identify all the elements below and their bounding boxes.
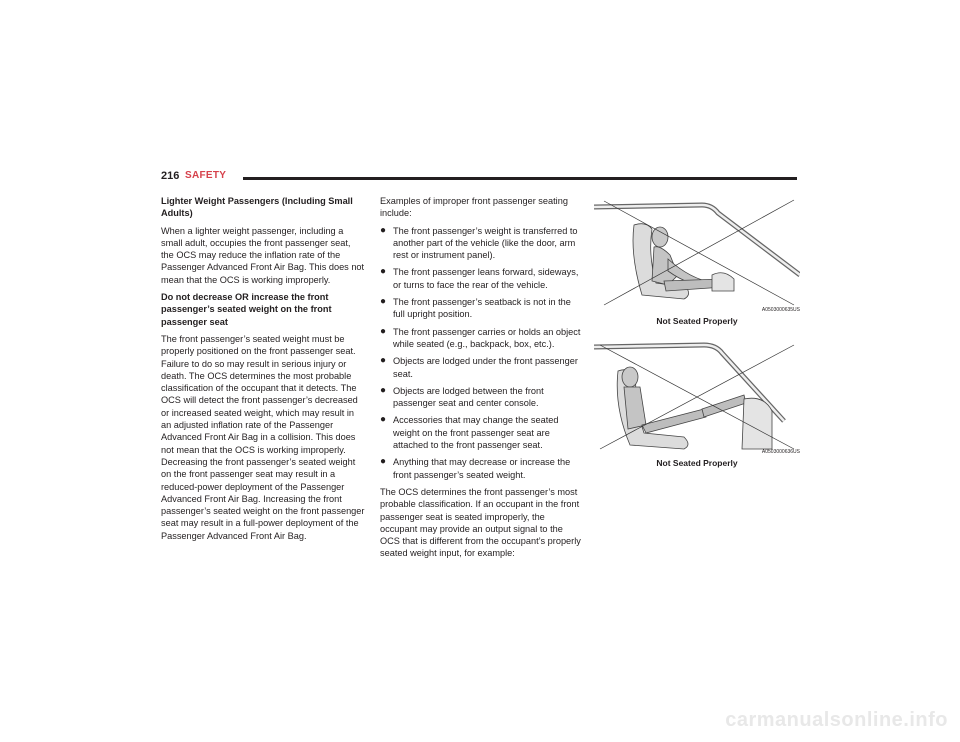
sub-heading: Do not decrease OR increase the front passenger’s seated weight on the front passenger seat <box>161 292 332 327</box>
list-item: ● Accessories that may change the seated weight on the front passenger seat are attached to the front passenger seat. <box>380 414 559 451</box>
bullets-intro: Examples of improper front passenger seating include: <box>380 196 568 219</box>
header-rule <box>243 177 797 180</box>
list-item: ● Anything that may decrease or increase the front passenger’s seated weight. <box>380 456 571 480</box>
bullet-icon: ● <box>380 325 387 337</box>
bullet-icon: ● <box>380 355 387 367</box>
figure-caption: Not Seated Properly <box>656 458 738 468</box>
figure-feet-on-dash <box>594 337 800 455</box>
watermark: carmanualsonline.info <box>725 709 948 731</box>
improper-seating-list <box>380 225 582 481</box>
list-item: ● The front passenger leans forward, sideways, or turns to face the rear of the vehicle. <box>380 266 579 290</box>
figure-code: A0503000635US <box>761 307 800 313</box>
list-item: ● The front passenger’s seatback is not in the full upright position. <box>380 296 571 320</box>
feet-on-dash-illustration <box>594 337 800 455</box>
text-column-middle <box>380 195 582 565</box>
section-heading: Lighter Weight Passengers (Including Small Adults) <box>161 196 353 219</box>
section-title: SAFETY <box>185 170 227 181</box>
paragraph-lighter-weight: When a lighter weight passenger, including a small adult, occupies the front passenger seat, the OCS may reduce the inflation rate of the Passenger Advanced Front Air Bag. This does not mean that the OCS is working improperly. <box>161 225 365 285</box>
figure-caption: Not Seated Properly <box>656 316 738 326</box>
bullet-icon: ● <box>380 384 387 396</box>
leaning-passenger-illustration <box>594 195 800 315</box>
list-item: ● The front passenger’s weight is transferred to another part of the vehicle (like the door, arm rest or instrument panel). <box>380 224 578 261</box>
figure-leaning-forward <box>594 195 800 315</box>
bullet-icon: ● <box>380 266 387 278</box>
text-column-left <box>161 195 365 547</box>
page-number: 216 <box>161 170 180 182</box>
figure-code: A0503000636US <box>761 449 800 455</box>
bullet-icon: ● <box>380 414 387 426</box>
bullet-icon: ● <box>380 224 387 236</box>
list-item: ● Objects are lodged between the front passenger seat and center console. <box>380 384 544 409</box>
bullet-icon: ● <box>380 456 387 468</box>
paragraph-seated-weight: The front passenger’s seated weight must be properly positioned on the front passenger seat. Failure to do so may result in serious injury or death. The OCS determines the most probable classification of the occupant that it detects. The OCS will detect the front passenger’s decreased or increased seated weight, which may result in an adjusted inflation rate of the Passenger Advanced Front Air Bag in a collision. This does not mean that the OCS is working improperly. Decreasing the front passenger’s seated weight on the front passenger seat may result in a reduced-power deployment of the Passenger Advanced Front Air Bag. Increasing the front passenger’s seated weight on the front passenger seat may result in a full-power deployment of the Passenger Advanced Front Air Bag. <box>161 333 365 541</box>
bullet-icon: ● <box>380 296 387 308</box>
page-header <box>161 168 797 184</box>
list-item: ● The front passenger carries or holds an object while seated (e.g., backpack, box, etc.). <box>380 325 581 349</box>
ocs-classification-paragraph: The OCS determines the front passenger’s most probable classification. If an occupant in the front passenger seat is seated improperly, the occupant may provide an output signal to the OCS that is different from the occupant’s properly seated weight input, for example: <box>380 486 581 559</box>
list-item: ● Objects are lodged under the front passenger seat. <box>380 355 578 379</box>
